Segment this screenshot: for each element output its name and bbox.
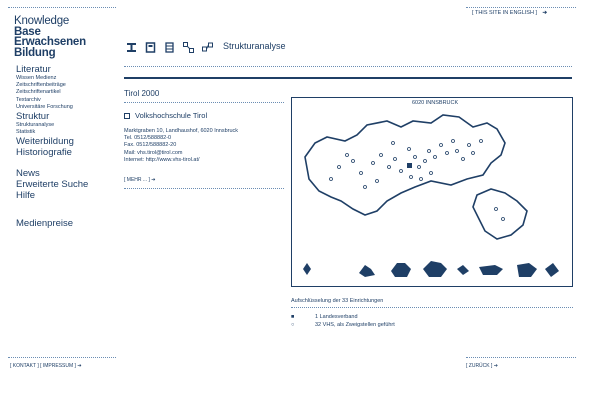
legend-row — [291, 313, 395, 321]
page-title: Strukturanalyse — [223, 40, 286, 51]
legend-text: 32 VHS, als Zweigstellen geführt — [315, 322, 395, 328]
nav-historiografie[interactable]: Historiografie — [16, 147, 72, 159]
innsbruck-marker — [407, 163, 412, 168]
top-divider-left — [8, 7, 116, 8]
more-label: [ MEHR ... ] — [124, 177, 150, 183]
content-rule — [124, 77, 572, 79]
institution-address: Marktgraben 10, Landhaushof, 6020 Innsbruck — [124, 128, 239, 134]
back-label[interactable]: [ ZURÜCK ] — [466, 363, 493, 369]
legend-row — [291, 321, 395, 329]
institution-mail[interactable]: Mail: vhs.tirol@tirol.com — [124, 149, 183, 156]
legend-text: 1 Landesverband — [315, 314, 358, 320]
top-divider-right — [466, 7, 576, 8]
institution-name-row — [124, 111, 284, 120]
legend-square-icon: ■ — [291, 314, 295, 320]
toolbar — [126, 40, 286, 51]
square-bullet-icon — [124, 113, 130, 119]
document-icon[interactable] — [145, 40, 156, 51]
map-caption: Aufschlüsselung der 33 Einrichtungen — [291, 298, 384, 304]
english-site-label: [ THIS SITE IN ENGLISH ] — [472, 10, 537, 16]
footer-divider-right — [466, 357, 576, 358]
logo[interactable] — [14, 16, 114, 58]
nav-sub-item[interactable]: Zeitschriftenartikel — [16, 89, 61, 96]
logo-line-1: Knowledge — [14, 15, 70, 27]
caption-divider — [291, 307, 573, 308]
nav-literatur[interactable]: Literatur — [16, 64, 51, 75]
legend-circle-icon: ○ — [291, 322, 295, 328]
map-location-label: 6020 INNSBRUCK — [412, 100, 459, 106]
structure-icon[interactable] — [126, 40, 137, 51]
nav-erweiterte-suche[interactable]: Erweiterte Suche — [16, 179, 89, 191]
analysis-icon[interactable] — [202, 40, 213, 51]
network-icon[interactable] — [183, 40, 194, 51]
back-link[interactable] — [466, 363, 498, 369]
institution-internet[interactable]: Internet: http://www.vhs-tirol.at/ — [124, 156, 200, 163]
nav-sub-item[interactable]: Zeitschriftenbeiträge — [16, 82, 66, 89]
logo-line-2: Base — [14, 25, 41, 38]
nav-medienpreise[interactable]: Medienpreise — [16, 218, 74, 230]
logo-line-4: Bildung — [14, 46, 56, 59]
nav-struktur[interactable]: Struktur — [16, 111, 50, 123]
section-divider — [124, 102, 284, 103]
footer-links-label[interactable]: [ KONTAKT ] [ IMPRESSUM ] — [10, 363, 76, 369]
section-title: Tirol 2000 — [124, 89, 160, 98]
toolbar-divider — [124, 66, 572, 67]
english-site-link[interactable] — [472, 10, 547, 16]
institution-divider — [124, 188, 284, 189]
nav-hilfe[interactable]: Hilfe — [16, 190, 36, 202]
more-link[interactable] — [124, 177, 155, 183]
institution-name: Volkshochschule Tirol — [135, 111, 208, 120]
arrow-right-icon: ➔ — [542, 10, 548, 16]
institution-card — [124, 111, 284, 164]
nav-sub-item[interactable]: Strukturanalyse — [16, 122, 55, 129]
footer-divider-left — [8, 357, 116, 358]
archive-icon[interactable] — [164, 40, 175, 51]
arrow-right-icon: ➔ — [151, 177, 156, 183]
nav-news[interactable]: News — [16, 168, 40, 180]
logo-line-3: Erwachsenen — [14, 36, 86, 48]
sidebar-nav — [16, 64, 116, 229]
arrow-right-icon: ➔ — [493, 363, 498, 369]
nav-sub-item[interactable]: Textarchiv — [16, 96, 41, 103]
nav-sub-item[interactable]: Universitäre Forschung — [16, 103, 73, 110]
footer-links[interactable] — [10, 363, 82, 369]
institution-tel: Tel. 0512/588882-0 — [124, 135, 172, 142]
nav-sub-item[interactable]: Statistik — [16, 129, 36, 136]
nav-weiterbildung[interactable]: Weiterbildung — [16, 136, 74, 148]
institution-fax: Fax. 0512/588882-20 — [124, 142, 177, 149]
map-legend — [291, 313, 395, 329]
tirol-map[interactable] — [291, 97, 573, 287]
arrow-right-icon: ➔ — [77, 363, 82, 369]
nav-sub-item[interactable]: Wissen Medienz — [16, 75, 57, 81]
